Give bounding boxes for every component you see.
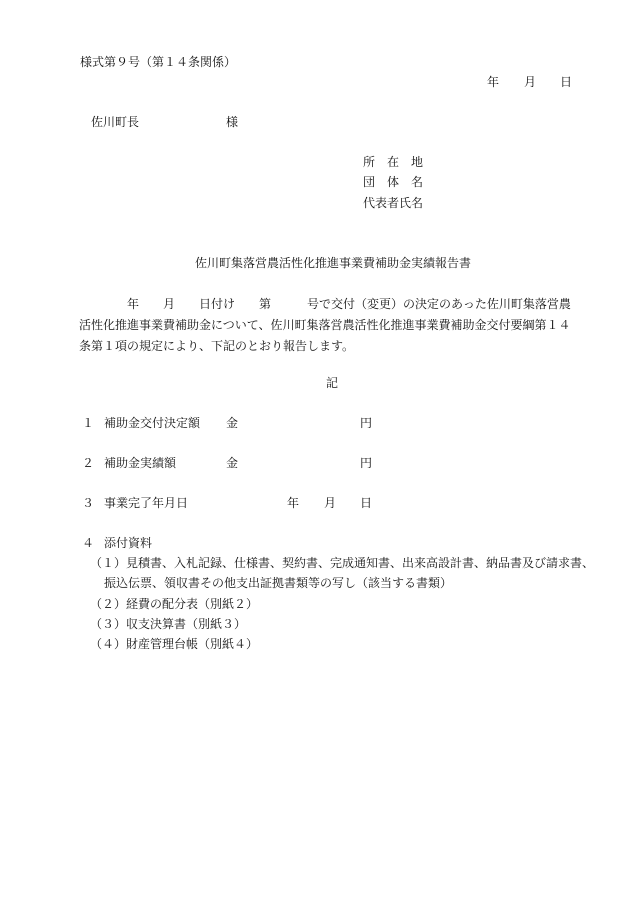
address-label: 所 在 地: [363, 155, 424, 169]
attachment-item: （４）財産管理台帳（別紙４）: [90, 637, 259, 651]
body-line-1: 年 月 日付け 第 号で交付（変更）の決定のあった佐川町集落営農: [127, 297, 571, 311]
item-unit: 円: [360, 416, 373, 430]
date-year: 年: [487, 75, 500, 89]
item-label: 事業完了年月日: [104, 496, 189, 510]
completion-year: 年: [287, 496, 300, 510]
body-line-3: 条第１項の規定により、下記のとおり報告します。: [79, 339, 355, 353]
representative-label: 代表者氏名: [363, 196, 424, 210]
completion-day: 日: [360, 496, 373, 510]
body-paragraph: [79, 294, 601, 357]
attachments-label: 添付資料: [104, 536, 153, 550]
item-number: ４: [82, 536, 95, 550]
ki-heading: 記: [326, 376, 339, 390]
form-number: 様式第９号（第１４条関係）: [80, 55, 237, 69]
body-line-2: 活性化推進事業費補助金について、佐川町集落営農活性化推進事業費補助金交付要綱第１４: [79, 318, 571, 332]
attachment-item: （３）収支決算書（別紙３）: [90, 617, 247, 631]
item-unit: 円: [360, 456, 373, 470]
attachment-item: （１）見積書、入札記録、仕様書、契約書、完成通知書、出来高設計書、納品書及び請求書、: [90, 556, 595, 570]
item-kin: 金: [226, 456, 239, 470]
attachment-item-continued: 振込伝票、領収書その他支出証拠書類等の写し（該当する書類）: [104, 576, 453, 590]
attachment-item: （２）経費の配分表（別紙２）: [90, 597, 259, 611]
date-day: 日: [560, 75, 573, 89]
item-label: 補助金交付決定額: [104, 416, 201, 430]
item-kin: 金: [226, 416, 239, 430]
completion-month: 月: [324, 496, 337, 510]
document-title: 佐川町集落営農活性化推進事業費補助金実績報告書: [195, 256, 472, 270]
item-label: 補助金実績額: [104, 456, 177, 470]
item-number: ３: [82, 496, 95, 510]
addressee-honorific: 様: [226, 115, 239, 129]
item-number: １: [82, 416, 95, 430]
item-number: ２: [82, 456, 95, 470]
organization-label: 団 体 名: [363, 175, 424, 189]
addressee-name: 佐川町長: [91, 115, 140, 129]
date-month: 月: [524, 75, 537, 89]
